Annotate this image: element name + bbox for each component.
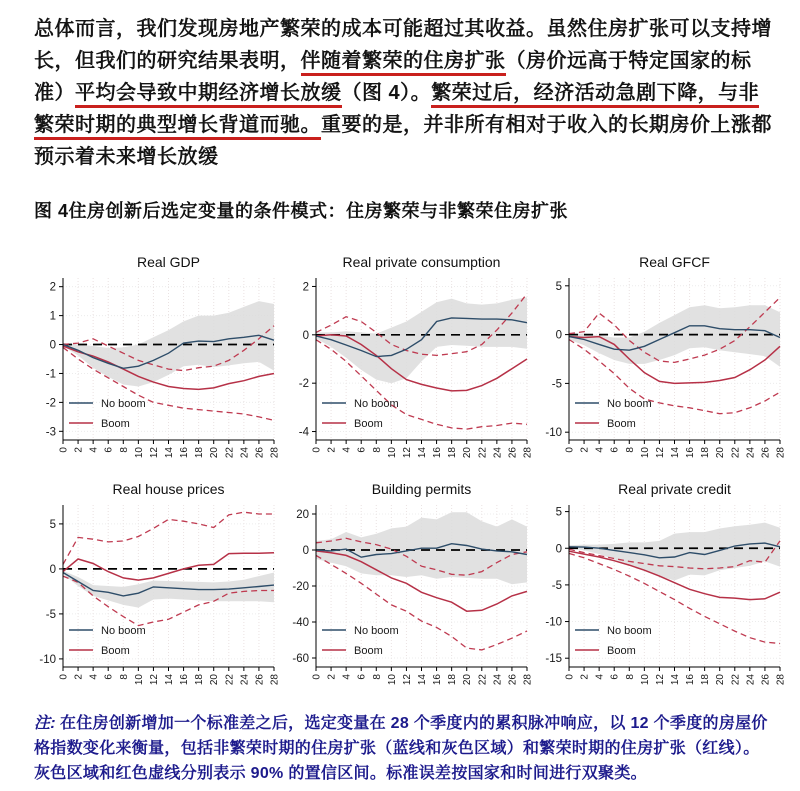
svg-text:10: 10 (639, 447, 651, 459)
svg-text:-10: -10 (545, 616, 562, 629)
svg-text:Boom: Boom (101, 417, 130, 430)
svg-text:-1: -1 (45, 368, 56, 381)
svg-text:26: 26 (254, 447, 266, 459)
svg-text:2: 2 (579, 674, 591, 680)
svg-text:-15: -15 (545, 653, 562, 666)
svg-text:12: 12 (401, 674, 413, 686)
svg-text:22: 22 (477, 674, 489, 686)
svg-text:12: 12 (148, 447, 160, 459)
svg-text:2: 2 (302, 281, 309, 294)
svg-text:5: 5 (49, 518, 56, 531)
svg-text:-40: -40 (292, 617, 309, 630)
chart-real-private-credit (534, 480, 787, 703)
svg-text:5: 5 (555, 280, 562, 293)
chart-title: Real GFCF (639, 254, 710, 270)
svg-text:4: 4 (88, 674, 100, 680)
svg-text:24: 24 (239, 447, 251, 459)
y-tick-labels (299, 281, 316, 438)
svg-text:0: 0 (49, 563, 56, 576)
svg-text:20: 20 (715, 674, 727, 686)
chart-legend (575, 625, 652, 657)
intro-text: （图 4）。 (341, 82, 432, 104)
svg-text:8: 8 (624, 447, 636, 453)
svg-text:22: 22 (224, 674, 236, 686)
svg-text:No boom: No boom (101, 624, 146, 637)
svg-text:4: 4 (88, 447, 100, 453)
chart-legend (69, 398, 146, 430)
svg-text:20: 20 (462, 447, 474, 459)
chart-legend (69, 625, 146, 657)
svg-text:0: 0 (555, 329, 562, 342)
chart-svg-real-private-credit (534, 480, 787, 703)
svg-text:0: 0 (58, 674, 70, 680)
figure-caption (34, 197, 772, 223)
svg-text:22: 22 (730, 447, 742, 459)
svg-text:24: 24 (745, 674, 757, 686)
chart-svg-real-private-consumption (281, 253, 534, 476)
svg-text:-60: -60 (292, 653, 309, 666)
y-tick-labels (39, 519, 63, 666)
note-prefix: 注: (34, 715, 56, 732)
svg-text:18: 18 (447, 447, 459, 459)
svg-text:16: 16 (432, 447, 444, 459)
svg-text:No boom: No boom (607, 397, 652, 410)
figure-charts (28, 253, 787, 703)
note-text: 在住房创新增加一个标准差之后，选定变量在 28 个季度内的累积脉冲响应，以 12 个季度的房屋价格指数变化来衡量，包括非繁荣时期的住房扩张（蓝线和灰色区域）和繁荣时期的住房扩张（红线）。灰色区域和红色虚线分别表示 90% 的置信区间。标准误差按国家和时间进行双聚类。 (34, 715, 768, 782)
svg-text:Boom: Boom (607, 417, 636, 430)
intro-text: 重要的是，并非所有相对于收入的长期房价上涨都预示着未来增长放缓 (34, 114, 772, 168)
svg-text:Boom: Boom (101, 644, 130, 657)
svg-text:-20: -20 (292, 581, 309, 594)
svg-text:18: 18 (700, 674, 712, 686)
chart-legend (322, 398, 399, 430)
figure-label: 图 4 (34, 201, 69, 221)
svg-text:12: 12 (654, 674, 666, 686)
y-tick-labels (545, 281, 569, 439)
intro-text: 总体而言，我们发现房地产繁荣的成本可能超过其收益。虽然住房扩张可以支持增长，但我们的研究结果表明， (34, 18, 772, 72)
chart-title: Real private consumption (342, 254, 501, 270)
svg-text:14: 14 (417, 447, 428, 459)
svg-text:0: 0 (564, 674, 576, 680)
svg-text:26: 26 (254, 674, 266, 686)
figure-note (34, 711, 772, 786)
svg-text:18: 18 (194, 447, 206, 459)
svg-text:28: 28 (522, 447, 534, 459)
svg-text:26: 26 (507, 674, 519, 686)
chart-svg-real-gdp (28, 253, 281, 476)
svg-text:4: 4 (594, 447, 606, 453)
svg-text:6: 6 (356, 447, 368, 453)
svg-text:8: 8 (371, 674, 383, 680)
svg-text:2: 2 (579, 447, 591, 453)
svg-text:24: 24 (492, 447, 504, 459)
svg-text:28: 28 (775, 674, 787, 686)
no-boom-confidence-band (569, 523, 780, 581)
svg-text:28: 28 (775, 447, 787, 459)
svg-text:22: 22 (730, 674, 742, 686)
svg-text:-10: -10 (39, 653, 56, 666)
svg-text:10: 10 (133, 674, 145, 686)
svg-text:No boom: No boom (354, 397, 399, 410)
svg-text:0: 0 (311, 447, 323, 453)
chart-svg-building-permits (281, 480, 534, 703)
svg-text:0: 0 (49, 339, 56, 352)
svg-text:0: 0 (302, 545, 309, 558)
chart-title: Real GDP (136, 254, 201, 270)
svg-text:-5: -5 (551, 579, 562, 592)
x-tick-labels (59, 440, 281, 458)
svg-text:-3: -3 (45, 426, 56, 439)
chart-legend (575, 398, 652, 430)
intro-underlined-text: 伴随着繁荣的住房扩张 (301, 50, 506, 76)
svg-text:8: 8 (624, 674, 636, 680)
svg-text:12: 12 (148, 674, 160, 686)
chart-legend (322, 625, 399, 657)
svg-text:0: 0 (302, 329, 309, 342)
svg-text:28: 28 (522, 674, 534, 686)
svg-text:24: 24 (492, 674, 504, 686)
chart-svg-real-house-prices (28, 480, 281, 703)
chart-real-house-prices (28, 480, 281, 703)
svg-text:24: 24 (239, 674, 251, 686)
svg-text:-2: -2 (45, 397, 56, 410)
svg-text:-2: -2 (298, 378, 309, 391)
svg-text:6: 6 (103, 447, 115, 453)
no-boom-confidence-band (63, 571, 274, 608)
svg-text:14: 14 (670, 447, 681, 459)
svg-text:5: 5 (555, 506, 562, 519)
svg-text:6: 6 (103, 674, 115, 680)
y-tick-labels (46, 282, 63, 439)
chart-real-private-consumption (281, 253, 534, 476)
svg-text:14: 14 (417, 674, 428, 686)
svg-text:20: 20 (209, 674, 221, 686)
svg-text:No boom: No boom (607, 624, 652, 637)
svg-text:No boom: No boom (354, 624, 399, 637)
chart-svg-real-gfcf (534, 253, 787, 476)
intro-underlined-text: 平均会导致中期经济增长放缓 (75, 82, 342, 108)
svg-text:-4: -4 (298, 426, 309, 439)
svg-text:20: 20 (296, 509, 309, 522)
svg-text:-5: -5 (551, 378, 562, 391)
svg-text:14: 14 (164, 447, 175, 459)
svg-text:16: 16 (179, 674, 191, 686)
svg-text:Boom: Boom (354, 644, 383, 657)
svg-text:12: 12 (654, 447, 666, 459)
svg-text:10: 10 (386, 447, 398, 459)
svg-text:4: 4 (594, 674, 606, 680)
svg-text:22: 22 (477, 447, 489, 459)
x-tick-labels (59, 667, 281, 685)
chart-real-gdp (28, 253, 281, 476)
svg-text:26: 26 (507, 447, 519, 459)
chart-title: Building permits (371, 481, 472, 497)
intro-paragraph (34, 13, 772, 173)
svg-text:0: 0 (555, 543, 562, 556)
svg-text:26: 26 (760, 674, 772, 686)
svg-text:0: 0 (58, 447, 70, 453)
svg-text:8: 8 (371, 447, 383, 453)
svg-text:16: 16 (432, 674, 444, 686)
svg-text:2: 2 (326, 447, 338, 453)
svg-text:No boom: No boom (101, 397, 146, 410)
svg-text:16: 16 (685, 447, 697, 459)
svg-text:Boom: Boom (354, 417, 383, 430)
svg-text:8: 8 (118, 674, 130, 680)
svg-text:28: 28 (269, 447, 281, 459)
intro-underlined-text: 繁荣过后，经济活动急剧下降，与非繁荣时期的典型增长背道而驰。 (34, 82, 759, 140)
svg-text:14: 14 (670, 674, 681, 686)
svg-text:2: 2 (73, 674, 85, 680)
svg-text:0: 0 (564, 447, 576, 453)
svg-text:10: 10 (639, 674, 651, 686)
svg-text:Boom: Boom (607, 644, 636, 657)
chart-title: Real private credit (618, 481, 731, 497)
svg-text:-10: -10 (545, 427, 562, 440)
svg-text:18: 18 (700, 447, 712, 459)
y-tick-labels (292, 509, 316, 665)
svg-text:10: 10 (133, 447, 145, 459)
x-tick-labels (312, 440, 534, 458)
svg-text:6: 6 (609, 447, 621, 453)
x-tick-labels (565, 667, 787, 685)
svg-text:20: 20 (715, 447, 727, 459)
svg-text:12: 12 (401, 447, 413, 459)
svg-text:8: 8 (118, 447, 130, 453)
svg-text:18: 18 (447, 674, 459, 686)
svg-text:10: 10 (386, 674, 398, 686)
svg-text:1: 1 (49, 310, 56, 323)
svg-text:28: 28 (269, 674, 281, 686)
chart-real-gfcf (534, 253, 787, 476)
svg-text:16: 16 (179, 447, 191, 459)
svg-text:16: 16 (685, 674, 697, 686)
svg-text:4: 4 (341, 674, 353, 680)
grid-lines (569, 278, 780, 440)
x-tick-labels (312, 667, 534, 685)
chart-title: Real house prices (112, 481, 225, 497)
svg-text:18: 18 (194, 674, 206, 686)
svg-text:26: 26 (760, 447, 772, 459)
chart-building-permits (281, 480, 534, 703)
y-tick-labels (545, 507, 569, 666)
svg-text:6: 6 (609, 674, 621, 680)
svg-text:14: 14 (164, 674, 175, 686)
svg-text:-5: -5 (45, 608, 56, 621)
svg-text:6: 6 (356, 674, 368, 680)
svg-text:24: 24 (745, 447, 757, 459)
svg-text:20: 20 (462, 674, 474, 686)
svg-text:20: 20 (209, 447, 221, 459)
figure-title: 住房创新后选定变量的条件模式：住房繁荣与非繁荣住房扩张 (68, 201, 569, 221)
svg-text:2: 2 (73, 447, 85, 453)
svg-text:4: 4 (341, 447, 353, 453)
svg-text:22: 22 (224, 447, 236, 459)
x-tick-labels (565, 440, 787, 458)
svg-text:2: 2 (49, 281, 56, 294)
svg-text:2: 2 (326, 674, 338, 680)
intro-text: （房价远高于特定国家的标准） (34, 50, 752, 104)
svg-text:0: 0 (311, 674, 323, 680)
